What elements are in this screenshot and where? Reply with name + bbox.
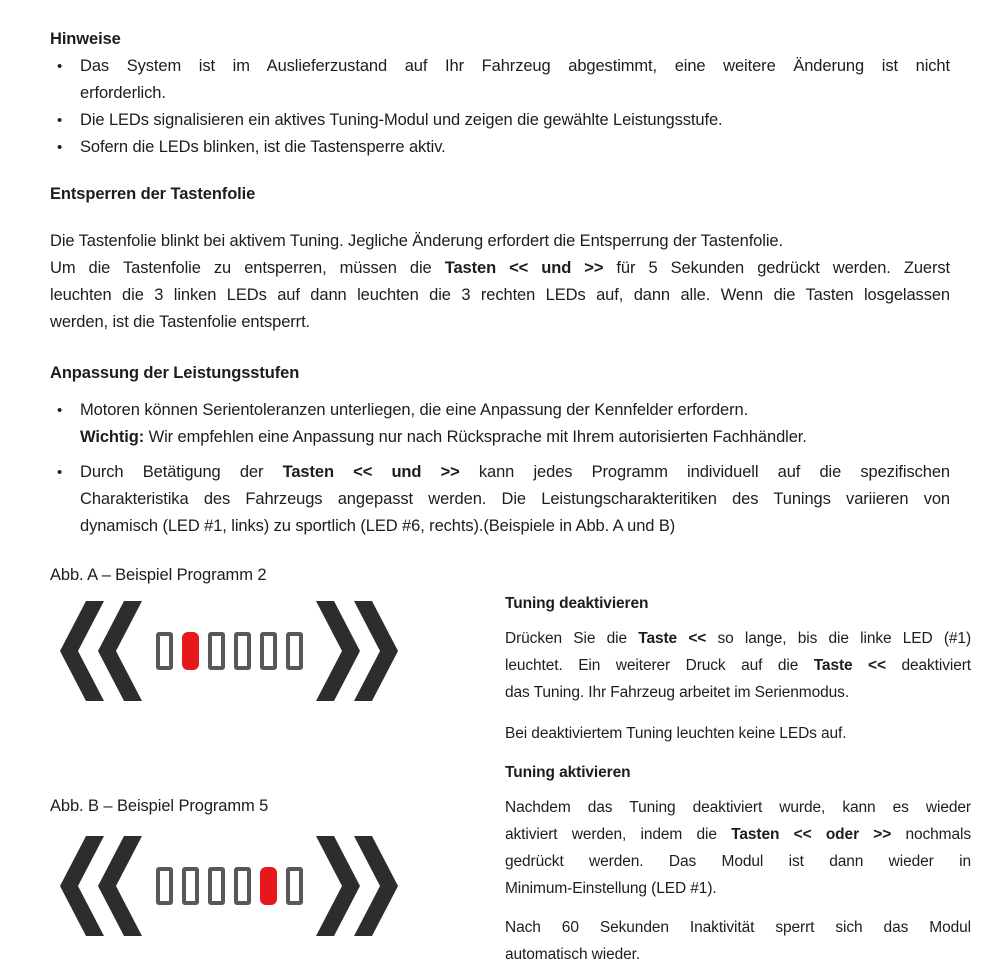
text: leuchten die 3 linken LEDs auf dann leuchten die 3 rechten LEDs auf, dann alle. Wenn die Tasten losgelassen bbox=[50, 286, 950, 304]
text-line bbox=[505, 625, 971, 652]
text-line bbox=[505, 848, 971, 875]
entsperren-title: Entsperren der Tastenfolie bbox=[50, 185, 256, 203]
text-line bbox=[505, 941, 971, 968]
entsperren-paragraph bbox=[50, 228, 950, 336]
bullet-text bbox=[80, 107, 950, 134]
bullet-text bbox=[80, 397, 950, 451]
text-line bbox=[80, 486, 950, 513]
text: Die LEDs signalisieren ein aktives Tuning-Modul und zeigen die gewählte Leistungsstufe. bbox=[80, 111, 723, 129]
bullet-marker: • bbox=[57, 112, 63, 129]
text-line bbox=[80, 80, 950, 107]
text-line bbox=[50, 228, 950, 255]
text: werden, ist die Tastenfolie entsperrt. bbox=[50, 313, 311, 331]
text-line bbox=[505, 794, 971, 821]
text: Nachdem das Tuning deaktiviert wurde, kann es wieder bbox=[505, 799, 971, 816]
tuning-activate-title: Tuning aktivieren bbox=[505, 764, 631, 781]
text-line bbox=[80, 459, 950, 486]
text-line bbox=[80, 397, 950, 424]
led-6 bbox=[286, 632, 303, 670]
bullet-marker: • bbox=[57, 402, 63, 419]
text: Sofern die LEDs blinken, ist die Tastensperre aktiv. bbox=[80, 138, 446, 156]
text: deaktiviert bbox=[885, 657, 972, 674]
led-2-active bbox=[182, 632, 199, 670]
hinweise-title: Hinweise bbox=[50, 30, 121, 48]
figure-a bbox=[60, 601, 398, 701]
bullet-marker: • bbox=[57, 464, 63, 481]
text-line bbox=[80, 53, 950, 80]
figures-and-tuning-area bbox=[50, 562, 972, 968]
bullet-item bbox=[50, 107, 950, 134]
text: aktiviert werden, indem die bbox=[505, 826, 732, 843]
text: gedrückt werden. Das Modul ist dann wieder in bbox=[505, 853, 971, 870]
led-3 bbox=[208, 632, 225, 670]
text-line bbox=[50, 282, 950, 309]
text-line bbox=[80, 424, 950, 451]
text-line bbox=[505, 875, 971, 902]
tuning-deactivate-title: Tuning deaktivieren bbox=[505, 595, 649, 612]
bullet-marker: • bbox=[57, 139, 63, 156]
text: Charakteristika des Fahrzeugs angepasst werden. Die Leistungscharakteritiken des Tunings variieren von bbox=[80, 490, 950, 508]
text: Durch Betätigung der bbox=[80, 463, 283, 481]
figure-b-label: Abb. B – Beispiel Programm 5 bbox=[50, 797, 269, 815]
text: kann jedes Programm individuell auf die spezifischen bbox=[459, 463, 950, 481]
bold-text: Tasten << und >> bbox=[444, 259, 604, 277]
figure-a-led-row bbox=[156, 632, 303, 670]
tuning-activate-note bbox=[505, 914, 971, 968]
text: leuchtet. Ein weiterer Druck auf die bbox=[505, 657, 814, 674]
double-chevron-left-icon bbox=[60, 836, 142, 936]
bullet-item bbox=[50, 459, 950, 540]
bullet-item bbox=[50, 53, 950, 107]
led-2 bbox=[182, 867, 199, 905]
figure-b bbox=[60, 836, 398, 936]
led-4 bbox=[234, 632, 251, 670]
bold-text: Tasten << und >> bbox=[282, 463, 460, 481]
bold-text: Wichtig: bbox=[80, 428, 145, 446]
text: Bei deaktiviertem Tuning leuchten keine LEDs auf. bbox=[505, 725, 847, 742]
led-1 bbox=[156, 867, 173, 905]
text-line bbox=[505, 914, 971, 941]
bullet-item bbox=[50, 397, 950, 451]
text-line bbox=[50, 309, 950, 336]
text: Um die Tastenfolie zu entsperren, müssen die bbox=[50, 259, 445, 277]
led-5-active bbox=[260, 867, 277, 905]
text-line bbox=[505, 821, 971, 848]
led-6 bbox=[286, 867, 303, 905]
text: das Tuning. Ihr Fahrzeug arbeitet im Serienmodus. bbox=[505, 684, 850, 701]
bullet-text bbox=[80, 459, 950, 540]
text: automatisch wieder. bbox=[505, 946, 641, 963]
text-line bbox=[80, 134, 950, 161]
led-4 bbox=[234, 867, 251, 905]
led-3 bbox=[208, 867, 225, 905]
figure-b-led-row bbox=[156, 867, 303, 905]
tuning-deactivate-note bbox=[505, 720, 971, 747]
bullet-item bbox=[50, 134, 950, 161]
double-chevron-left-icon bbox=[60, 601, 142, 701]
text-line bbox=[505, 652, 971, 679]
bullet-text bbox=[80, 53, 950, 107]
text: Wir empfehlen eine Anpassung nur nach Rücksprache mit Ihrem autorisierten Fachhändler. bbox=[144, 428, 807, 446]
bold-text: Taste << bbox=[813, 657, 886, 674]
text-line bbox=[505, 679, 971, 706]
double-chevron-right-icon bbox=[316, 601, 398, 701]
text: so lange, bis die linke LED (#1) bbox=[706, 630, 972, 647]
text: Das System ist im Auslieferzustand auf Ihr Fahrzeug abgestimmt, eine weitere Änderung ist nicht bbox=[80, 57, 950, 75]
bold-text: Taste << bbox=[638, 630, 707, 647]
bold-text: Tasten << oder >> bbox=[731, 826, 892, 843]
text: nochmals bbox=[891, 826, 971, 843]
anpassung-bullet-list bbox=[50, 397, 950, 540]
bullet-marker: • bbox=[57, 58, 63, 75]
led-1 bbox=[156, 632, 173, 670]
text: Nach 60 Sekunden Inaktivität sperrt sich das Modul bbox=[505, 919, 971, 936]
double-chevron-right-icon bbox=[316, 836, 398, 936]
text: für 5 Sekunden gedrückt werden. Zuerst bbox=[603, 259, 951, 277]
text-line bbox=[505, 720, 971, 747]
text: dynamisch (LED #1, links) zu sportlich (LED #6, rechts).(Beispiele in Abb. A und B) bbox=[80, 517, 676, 535]
tuning-deactivate-paragraph bbox=[505, 625, 971, 706]
text: erforderlich. bbox=[80, 84, 166, 102]
text: Minimum-Einstellung (LED #1). bbox=[505, 880, 717, 897]
figure-a-label: Abb. A – Beispiel Programm 2 bbox=[50, 566, 267, 584]
bullet-text bbox=[80, 134, 950, 161]
text: Drücken Sie die bbox=[505, 630, 639, 647]
led-5 bbox=[260, 632, 277, 670]
hinweise-bullet-list bbox=[50, 53, 950, 161]
tuning-activate-paragraph bbox=[505, 794, 971, 902]
text-line bbox=[80, 513, 950, 540]
text-line bbox=[50, 255, 950, 282]
figures-column bbox=[50, 562, 505, 968]
text-line bbox=[80, 107, 950, 134]
text: Motoren können Serientoleranzen unterliegen, die eine Anpassung der Kennfelder erfordern. bbox=[80, 401, 749, 419]
anpassung-title: Anpassung der Leistungsstufen bbox=[50, 364, 300, 382]
tuning-column bbox=[505, 562, 971, 968]
text: Die Tastenfolie blinkt bei aktivem Tuning. Jegliche Änderung erfordert die Entsperrung der Tastenfolie. bbox=[50, 232, 783, 250]
